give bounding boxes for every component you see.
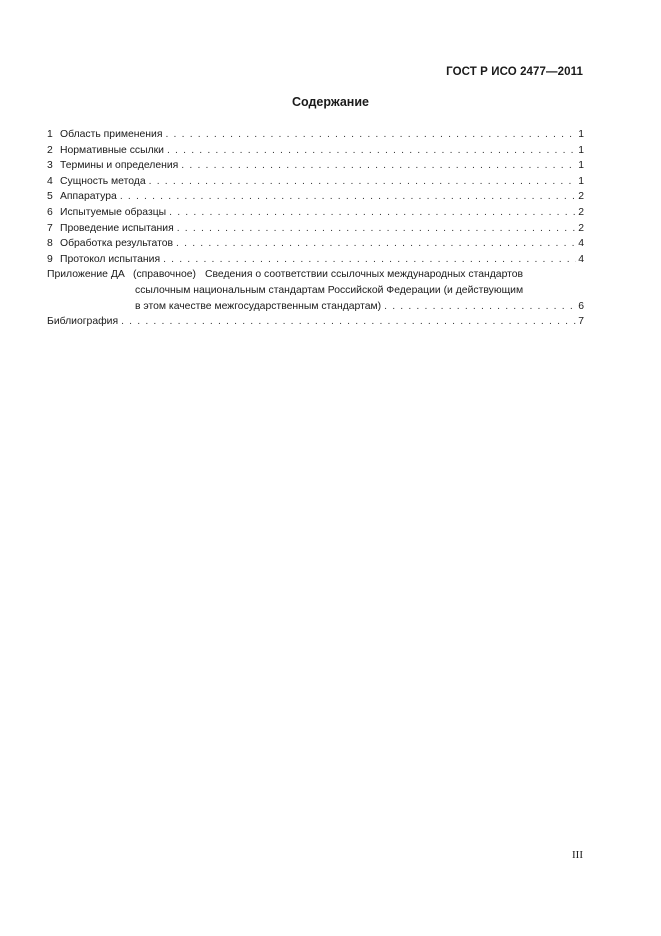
toc-dot-leader	[121, 314, 576, 330]
toc-item-number: 9	[47, 253, 53, 265]
toc-item-page: 1	[578, 129, 584, 140]
toc-item-label: Сущность метода	[60, 175, 146, 187]
toc-dot-leader	[165, 127, 576, 143]
appendix-line-2	[47, 283, 584, 299]
toc-dot-leader	[120, 189, 576, 205]
toc-item-page: 2	[578, 191, 584, 203]
toc-item-number: 8	[47, 238, 53, 250]
page-number: III	[572, 849, 583, 861]
toc-item-3[interactable]	[47, 158, 584, 174]
toc-item-7[interactable]	[47, 221, 584, 237]
toc-item-page: 2	[578, 206, 584, 218]
toc-item-page: 1	[578, 144, 584, 156]
toc-dot-leader	[177, 221, 577, 237]
toc-item-5[interactable]	[47, 189, 584, 205]
appendix-label: Приложение ДА	[47, 269, 125, 281]
toc-item-number: 4	[47, 175, 53, 187]
toc-dot-leader	[149, 174, 577, 190]
appendix-title-line-3: в этом качестве межгосударственным стандартам)	[135, 300, 382, 312]
toc-item-number: 5	[47, 191, 53, 203]
toc-item-appendix[interactable]	[47, 267, 584, 314]
toc-item-page: 4	[578, 238, 584, 250]
appendix-title-line-2: ссылочным национальным стандартам Российской Федерации (и действующим	[135, 284, 524, 296]
toc-item-page: 1	[578, 175, 584, 187]
toc-item-label: Библиография	[47, 316, 119, 328]
appendix-line-1	[47, 267, 584, 283]
toc-item-number: 6	[47, 206, 53, 218]
document-code: ГОСТ Р ИСО 2477—2011	[446, 66, 583, 78]
toc-item-number: 1	[47, 129, 53, 140]
toc-dot-leader	[167, 143, 576, 159]
toc-item-9[interactable]	[47, 252, 584, 268]
toc-dot-leader	[176, 236, 576, 252]
toc-item-2[interactable]	[47, 143, 584, 159]
toc-item-label: Нормативные ссылки	[60, 144, 164, 156]
toc-item-number: 7	[47, 222, 53, 234]
table-of-contents	[47, 127, 584, 330]
toc-item-label: Область применения	[60, 129, 163, 140]
toc-item-number: 3	[47, 160, 53, 172]
toc-item-page: 2	[578, 222, 584, 234]
toc-item-page: 6	[578, 300, 584, 312]
toc-item-label: Аппаратура	[60, 191, 117, 203]
toc-item-bibliography[interactable]	[47, 314, 584, 330]
toc-item-label: Термины и определения	[60, 160, 179, 172]
toc-item-page: 4	[578, 253, 584, 265]
toc-dot-leader	[181, 158, 576, 174]
toc-item-8[interactable]	[47, 236, 584, 252]
toc-item-1[interactable]	[47, 127, 584, 143]
toc-item-page: 1	[578, 160, 584, 172]
toc-item-label: Протокол испытания	[60, 253, 161, 265]
appendix-title-line-1: Сведения о соответствии ссылочных международных стандартов	[205, 269, 524, 281]
appendix-type: (справочное)	[133, 269, 196, 281]
toc-dot-leader	[163, 252, 576, 268]
toc-item-label: Испытуемые образцы	[60, 206, 167, 218]
toc-title: Содержание	[291, 95, 369, 109]
appendix-line-3	[47, 299, 584, 315]
toc-item-page: 7	[578, 316, 584, 328]
toc-item-4[interactable]	[47, 174, 584, 190]
toc-item-label: Обработка результатов	[60, 238, 174, 250]
toc-item-6[interactable]	[47, 205, 584, 221]
toc-item-label: Проведение испытания	[60, 222, 174, 234]
toc-item-number: 2	[47, 144, 53, 156]
toc-dot-leader	[169, 205, 576, 221]
toc-dot-leader	[384, 299, 576, 315]
